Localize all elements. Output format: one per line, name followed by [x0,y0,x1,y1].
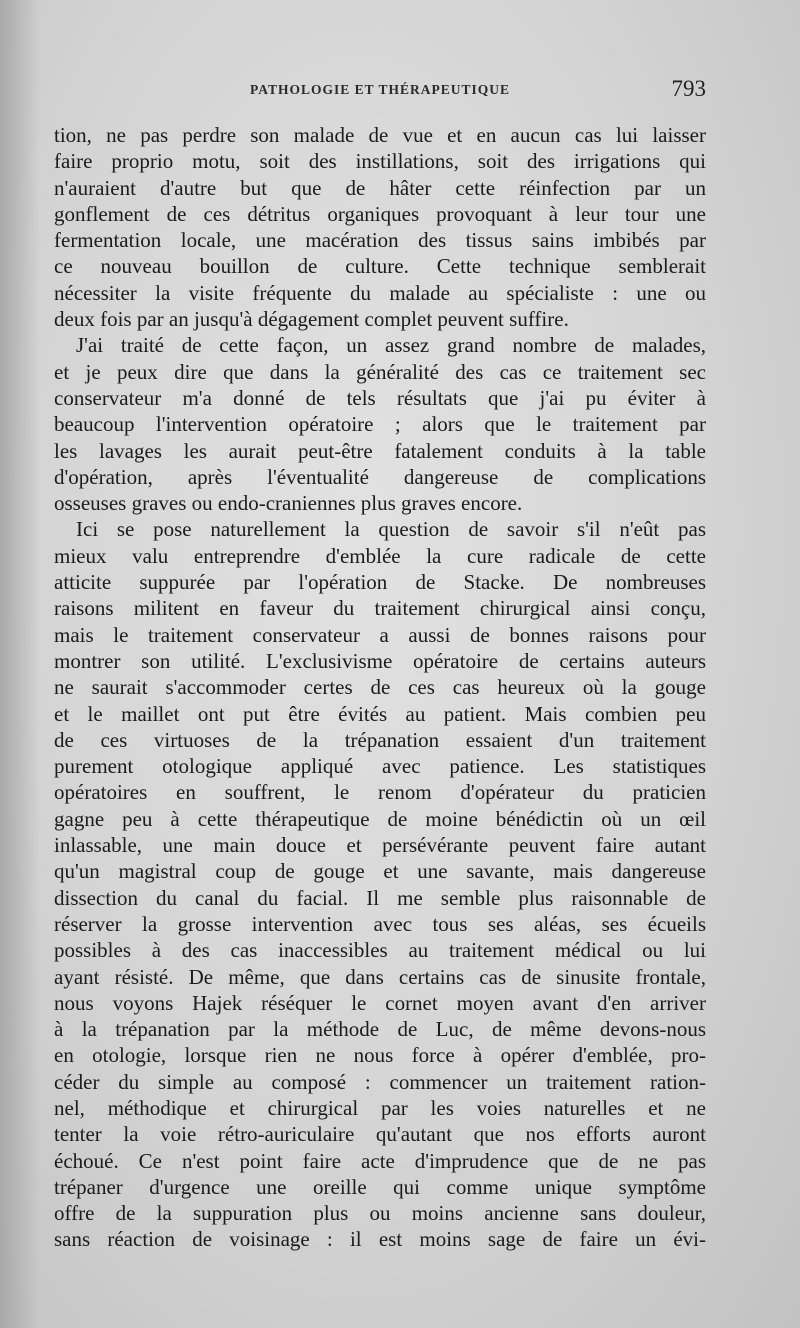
text-line: tion, ne pas perdre son malade de vue et en aucun cas lui laisser [54,123,706,147]
text-line: inlassable, une main douce et persévérante peuvent faire autant [54,833,706,858]
text-line: Ici se pose naturellement la question de savoir s'il n'eût pas [76,517,706,542]
text-line: purement otologique appliqué avec patience. Les statistiques [54,754,706,779]
text-line: nécessiter la visite fréquente du malade au spécialiste : une ou [54,280,706,305]
running-title: PATHOLOGIE ET THÉRAPEUTIQUE [249,82,511,97]
text-line: réserver la grosse intervention avec tous ses aléas, ses écueils [54,911,706,936]
text-line: nel, méthodique et chirurgical par les voies naturelles et ne [54,1095,706,1120]
text-line: tenter la voie rétro-auriculaire qu'autant que nos efforts auront [54,1122,706,1147]
text-line: céder du simple au composé : commencer un traitement ration- [54,1069,706,1094]
text-line: en otologie, lorsque rien ne nous force à opérer d'emblée, pro- [54,1043,706,1068]
page-number: 793 [671,76,706,101]
text-line: montrer son utilité. L'exclusivisme opératoire de certains auteurs [54,648,706,673]
text-line: échoué. Ce n'est point faire acte d'imprudence que de ne pas [54,1148,706,1173]
text-line: beaucoup l'intervention opératoire ; alors que le traitement par [54,412,706,437]
text-line: J'ai traité de cette façon, un assez grand nombre de malades, [76,333,706,358]
text-line: gonflement de ces détritus organiques provoquant à leur tour une [54,201,706,226]
text-line: n'auraient d'autre but que de hâter cette réinfection par un [54,175,706,200]
text-line: mais le traitement conservateur a aussi de bonnes raisons pour [54,622,706,647]
text-line: nous voyons Hajek réséquer le cornet moyen avant d'en arriver [54,990,706,1015]
text-line: d'opération, après l'éventualité dangereuse de complications [54,464,706,489]
text-line: et le maillet ont put être évités au patient. Mais combien peu [54,701,706,726]
text-line: dissection du canal du facial. Il me semble plus raisonnable de [54,885,706,910]
text-line: et je peux dire que dans la généralité des cas ce traitement sec [54,359,706,384]
text-line: les lavages les aurait peut-être fatalement conduits à la table [54,438,706,463]
text-line: offre de la suppuration plus ou moins ancienne sans douleur, [54,1201,706,1226]
page-spine-shadow [0,0,40,1328]
text-line: sans réaction de voisinage : il est moins sage de faire un évi- [54,1227,706,1252]
text-line: qu'un magistral coup de gouge et une savante, mais dangereuse [54,859,706,884]
text-line: ne saurait s'accommoder certes de ces cas heureux où la gouge [54,675,706,700]
text-line: deux fois par an jusqu'à dégagement complet peuvent suffire. [54,307,569,332]
text-line: raisons militent en faveur du traitement chirurgical ainsi conçu, [54,596,706,621]
text-line: mieux valu entreprendre d'emblée la cure radicale de cette [54,543,706,568]
text-line: gagne peu à cette thérapeutique de moine bénédictin où un œil [54,806,706,831]
text-line: de ces virtuoses de la trépanation essaient d'un traitement [54,727,706,752]
text-line: ayant résisté. De même, que dans certains cas de sinusite frontale, [54,964,706,989]
text-line: fermentation locale, une macération des tissus sains imbibés par [54,228,706,253]
text-line: possibles à des cas inaccessibles au traitement médical ou lui [54,938,706,963]
text-line: trépaner d'urgence une oreille qui comme unique symptôme [54,1174,706,1199]
page-header [54,76,706,106]
text-line: faire proprio motu, soit des instillations, soit des irrigations qui [54,149,706,174]
text-line: opératoires en souffrent, le renom d'opérateur du praticien [54,780,706,805]
text-line: ce nouveau bouillon de culture. Cette technique semblerait [54,254,706,279]
text-line: osseuses graves ou endo-craniennes plus graves encore. [54,491,523,516]
text-line: à la trépanation par la méthode de Luc, de même devons-nous [54,1017,706,1042]
body-text [54,122,706,1253]
text-line: atticite suppurée par l'opération de Stacke. De nombreuses [54,570,706,595]
text-line: conservateur m'a donné de tels résultats que j'ai pu éviter à [54,385,706,410]
